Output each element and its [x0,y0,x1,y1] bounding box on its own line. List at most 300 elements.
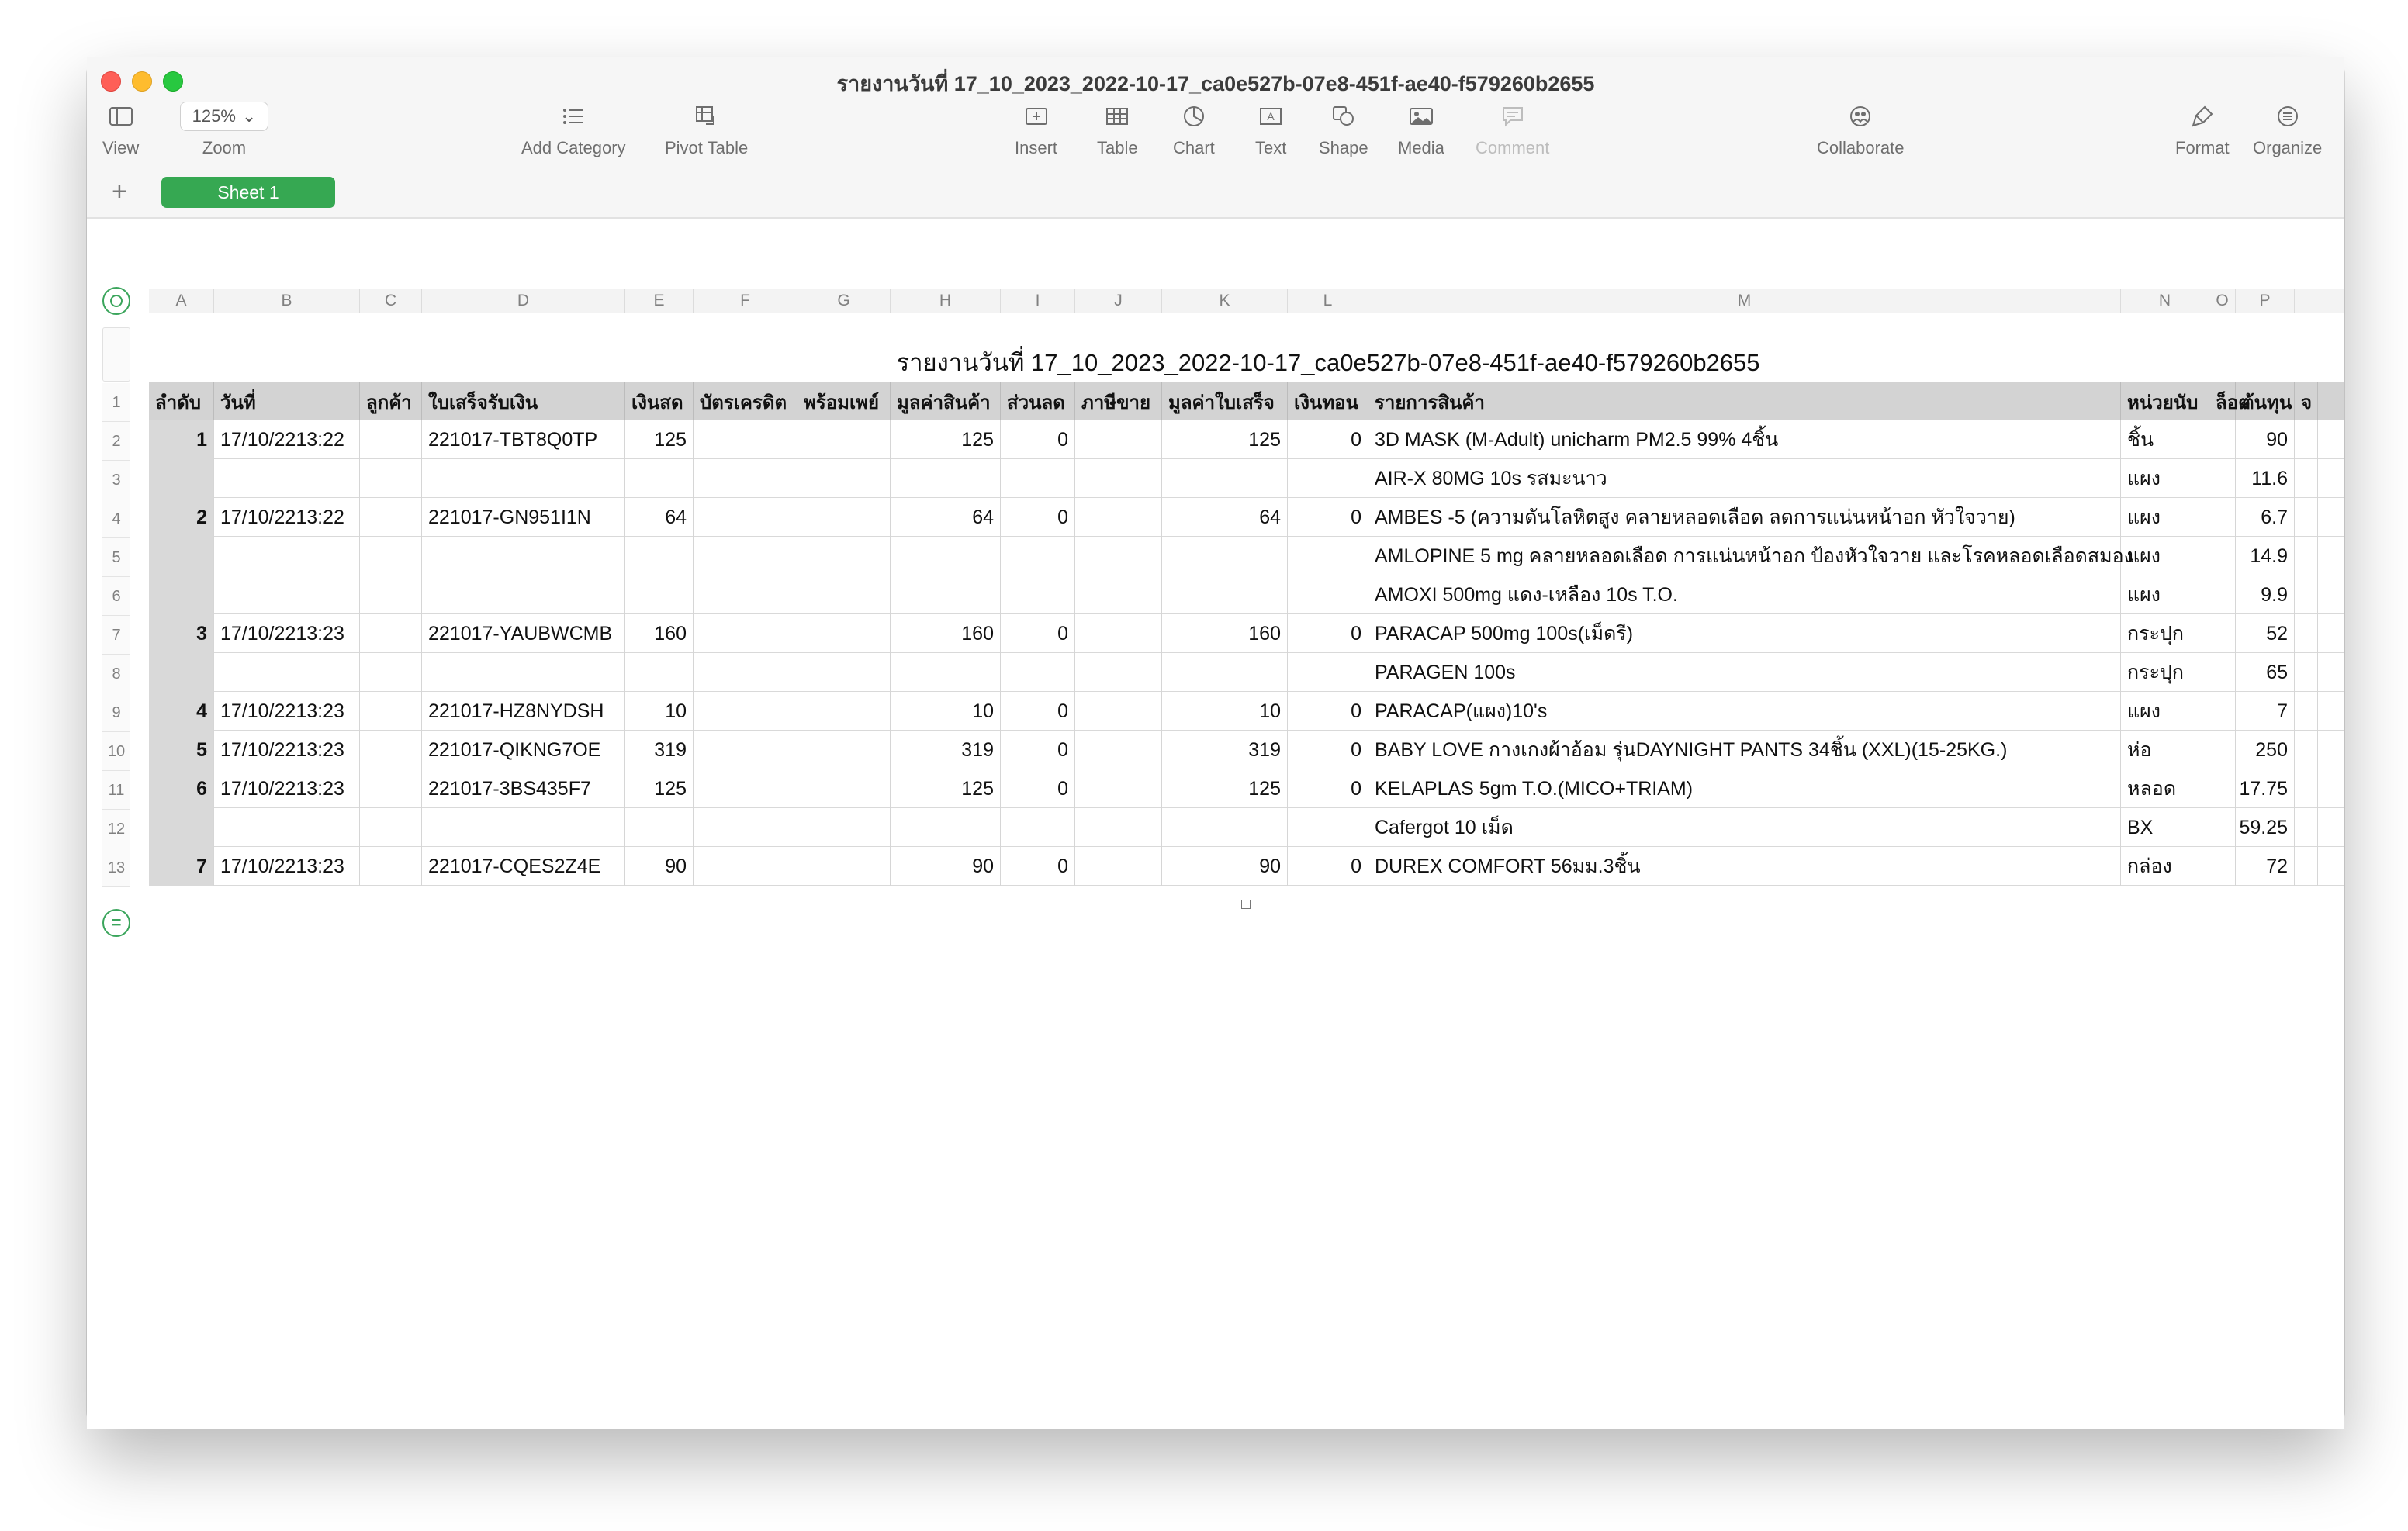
table-cell[interactable]: 160 [891,614,1001,653]
table-row [149,808,2344,847]
format-button[interactable] [2175,101,2230,158]
table-cell[interactable] [1001,459,1075,498]
table-cell[interactable] [2209,769,2236,808]
table-cell[interactable]: 10 [1162,692,1288,731]
header-cell[interactable]: ล็อต [2209,382,2236,421]
table-cell[interactable] [694,420,797,459]
table-cell[interactable]: 90 [1162,847,1288,886]
table-cell[interactable] [891,653,1001,692]
table-cell[interactable]: แผง [2121,537,2209,575]
table-cell[interactable] [2209,731,2236,769]
table-cell[interactable] [1162,537,1288,575]
table-cell[interactable]: 0 [1001,847,1075,886]
table-cell[interactable]: 221017-QIKNG7OE [422,731,625,769]
zoom-value: 125% [192,106,236,126]
table-cell[interactable]: 3D MASK (M-Adult) unicharm PM2.5 99% 4ชิ้น [1368,420,2121,459]
table-row [149,614,2344,653]
table-cell[interactable]: 319 [891,731,1001,769]
table-cell[interactable] [1075,692,1162,731]
table-cell[interactable]: 9.9 [2236,575,2295,614]
table-cell[interactable]: KELAPLAS 5gm T.O.(MICO+TRIAM) [1368,769,2121,808]
row-header[interactable]: 1 [102,383,130,422]
table-cell[interactable]: PARACAP 500mg 100s(เม็ดรี) [1368,614,2121,653]
pivot-table-button[interactable] [665,101,748,158]
table-cell[interactable]: 17/10/2213:23 [214,692,360,731]
column-header-i[interactable]: I [1001,289,1075,313]
view-button[interactable] [102,101,139,158]
table-row [149,769,2344,808]
table-cell[interactable]: หลอด [2121,769,2209,808]
table-cell[interactable] [2295,614,2318,653]
table-cell[interactable] [1075,459,1162,498]
add-category-label: Add Category [521,138,626,157]
table-cell[interactable] [360,769,422,808]
table-cell[interactable]: กระปุก [2121,653,2209,692]
table-cell[interactable] [214,575,360,614]
header-cell[interactable]: ใบเสร็จรับเงิน [422,382,625,421]
row-header[interactable]: 13 [102,848,130,887]
table-cell[interactable]: 125 [625,420,694,459]
table-cell[interactable]: 221017-YAUBWCMB [422,614,625,653]
column-header-h[interactable]: H [891,289,1001,313]
table-cell[interactable]: BX [2121,808,2209,847]
table-cell[interactable]: แผง [2121,498,2209,537]
chart-label: Chart [1173,138,1215,157]
table-cell[interactable]: 319 [1162,731,1288,769]
table-cell[interactable]: 11.6 [2236,459,2295,498]
table-cell[interactable] [1162,459,1288,498]
table-resize-handle[interactable] [1241,900,1251,909]
table-cell[interactable]: 0 [1288,731,1368,769]
row-header[interactable]: 9 [102,693,130,732]
table-cell[interactable]: 14.9 [2236,537,2295,575]
table-cell[interactable]: 72 [2236,847,2295,886]
table-cell[interactable] [625,459,694,498]
table-cell[interactable]: AIR-X 80MG 10s รสมะนาว [1368,459,2121,498]
table-cell[interactable] [1075,614,1162,653]
table-cell[interactable]: AMOXI 500mg แดง-เหลือง 10s T.O. [1368,575,2121,614]
row-header[interactable]: 2 [102,422,130,461]
table-cell[interactable] [1288,653,1368,692]
table-cell[interactable] [2209,847,2236,886]
table-cell[interactable] [797,692,891,731]
column-header-bar [149,289,2344,313]
table-cell[interactable] [360,420,422,459]
table-cell[interactable]: แผง [2121,459,2209,498]
table-cell[interactable] [891,575,1001,614]
table-cell[interactable] [797,459,891,498]
table-cell[interactable]: 250 [2236,731,2295,769]
table-cell[interactable] [797,575,891,614]
table-cell[interactable] [149,808,214,847]
table-cell[interactable] [149,537,214,575]
table-cell[interactable]: DUREX COMFORT 56มม.3ชิ้น [1368,847,2121,886]
add-row-button[interactable]: = [102,909,130,937]
table-cell[interactable]: กล่อง [2121,847,2209,886]
table-cell[interactable]: AMBES -5 (ความดันโลหิตสูง คลายหลอดเลือด ลดการแน่นหน้าอก หัวใจวาย) [1368,498,2121,537]
table-cell[interactable] [797,498,891,537]
table-cell[interactable]: 90 [625,847,694,886]
table-cell[interactable] [1075,653,1162,692]
table-cell[interactable]: 0 [1288,769,1368,808]
column-header-p[interactable]: P [2236,289,2295,313]
table-cell[interactable] [2295,692,2318,731]
row-header[interactable]: 3 [102,461,130,499]
table-cell[interactable]: 17/10/2213:23 [214,769,360,808]
row-header[interactable]: 11 [102,771,130,810]
table-cell[interactable] [1288,575,1368,614]
table-cell[interactable]: BABY LOVE กางเกงผ้าอ้อม รุ่นDAYNIGHT PANTS 34ชิ้น (XXL)(15-25KG.) [1368,731,2121,769]
header-cell[interactable]: มูลค่าใบเสร็จ [1162,382,1288,421]
table-cell[interactable] [1075,498,1162,537]
table-cell[interactable]: 0 [1001,614,1075,653]
collaborate-button[interactable] [1817,101,1905,158]
header-cell[interactable]: บัตรเครดิต [694,382,797,421]
table-cell[interactable]: 0 [1001,769,1075,808]
table-cell[interactable] [2295,498,2318,537]
table-cell[interactable] [797,847,891,886]
format-label: Format [2175,138,2230,157]
table-cell[interactable]: ชิ้น [2121,420,2209,459]
table-cell[interactable]: 65 [2236,653,2295,692]
table-cell[interactable] [797,420,891,459]
column-header-a[interactable]: A [149,289,214,313]
table-header-row [149,382,2344,420]
table-cell[interactable] [149,459,214,498]
table-cell[interactable] [2295,459,2318,498]
table-cell[interactable] [1001,537,1075,575]
table-cell[interactable]: 221017-CQES2Z4E [422,847,625,886]
table-cell[interactable] [1075,847,1162,886]
comment-icon [1501,101,1524,132]
row-header[interactable]: 8 [102,655,130,693]
table-cell[interactable]: แผง [2121,575,2209,614]
table-cell[interactable]: 64 [1162,498,1288,537]
table-cell[interactable]: 125 [891,769,1001,808]
table-cell[interactable]: 2 [149,498,214,537]
table-cell[interactable] [2209,420,2236,459]
media-button[interactable] [1398,101,1444,158]
table-cell[interactable]: 221017-3BS435F7 [422,769,625,808]
table-cell[interactable]: 221017-GN951I1N [422,498,625,537]
table-cell[interactable]: 90 [2236,420,2295,459]
text-box-icon [1259,101,1282,132]
table-cell[interactable] [625,537,694,575]
sidebar-icon [109,101,133,132]
column-header-c[interactable]: C [360,289,422,313]
chart-button[interactable] [1173,101,1215,158]
table-row [149,692,2344,731]
table-cell[interactable]: 10 [891,692,1001,731]
table-cell[interactable] [694,653,797,692]
table-cell[interactable] [625,808,694,847]
table-icon [1105,101,1129,132]
insert-button[interactable] [1015,101,1057,158]
table-cell[interactable]: 4 [149,692,214,731]
table-cell[interactable] [360,808,422,847]
table-cell[interactable] [2209,614,2236,653]
table-cell[interactable] [2295,808,2318,847]
table-cell[interactable] [149,575,214,614]
comment-label: Comment [1476,138,1550,157]
table-cell[interactable]: 1 [149,420,214,459]
table-cell[interactable] [1288,459,1368,498]
table-cell[interactable] [2295,847,2318,886]
table-cell[interactable] [214,808,360,847]
table-cell[interactable] [422,808,625,847]
table-cell[interactable] [2209,808,2236,847]
shape-label: Shape [1319,138,1368,157]
table-cell[interactable]: PARAGEN 100s [1368,653,2121,692]
column-header-g[interactable]: G [797,289,891,313]
table-cell[interactable]: 17.75 [2236,769,2295,808]
column-header-n[interactable]: N [2121,289,2209,313]
column-header-l[interactable]: L [1288,289,1368,313]
header-cell[interactable]: พร้อมเพย์ [797,382,891,421]
table-cell[interactable] [1075,420,1162,459]
table-title[interactable]: รายงานวันที่ 17_10_2023_2022-10-17_ca0e527b-07e8-451f-ae40-f579260b2655 [896,349,1760,376]
table-cell[interactable] [694,847,797,886]
format-brush-icon [2191,101,2214,132]
header-cell[interactable]: หน่วยนับ [2121,382,2209,421]
table-cell[interactable]: ห่อ [2121,731,2209,769]
table-cell[interactable] [1001,653,1075,692]
table-cell[interactable] [360,575,422,614]
header-cell[interactable]: วันที่ [214,382,360,421]
row-header[interactable]: 4 [102,499,130,538]
table-cell[interactable] [694,808,797,847]
table-cell[interactable]: 125 [1162,769,1288,808]
column-header-b[interactable]: B [214,289,360,313]
numbers-window [87,57,2344,1429]
table-cell[interactable] [360,692,422,731]
table-cell[interactable]: 5 [149,731,214,769]
table-cell[interactable]: 3 [149,614,214,653]
header-cell[interactable]: จ [2295,382,2318,421]
table-cell[interactable] [797,731,891,769]
titlebar [87,57,2344,171]
table-cell[interactable]: 0 [1001,498,1075,537]
table-cell[interactable] [360,537,422,575]
table-cell[interactable] [1075,808,1162,847]
row-header[interactable]: 10 [102,732,130,771]
header-cell[interactable]: ต้นทุน [2236,382,2295,421]
table-cell[interactable]: 10 [625,692,694,731]
column-header-f[interactable]: F [694,289,797,313]
table-cell[interactable] [1288,808,1368,847]
table-cell[interactable]: 6.7 [2236,498,2295,537]
table-cell[interactable] [1162,653,1288,692]
table-cell[interactable] [360,731,422,769]
table-cell[interactable] [214,653,360,692]
table-cell[interactable] [422,653,625,692]
table-row [149,420,2344,459]
table-cell[interactable]: 52 [2236,614,2295,653]
table-cell[interactable] [1001,575,1075,614]
table-cell[interactable] [2295,769,2318,808]
organize-button[interactable] [2253,101,2322,158]
column-header-d[interactable]: D [422,289,625,313]
table-cell[interactable] [2209,575,2236,614]
table-cell[interactable] [797,769,891,808]
comment-button[interactable] [1476,101,1549,158]
table-cell[interactable] [797,653,891,692]
table-cell[interactable] [797,614,891,653]
row-header[interactable]: 5 [102,538,130,577]
table-cell[interactable] [1162,808,1288,847]
table-cell[interactable] [891,808,1001,847]
table-cell[interactable] [1075,731,1162,769]
table-cell[interactable]: 0 [1288,614,1368,653]
select-table-button[interactable] [102,287,130,315]
table-cell[interactable]: Cafergot 10 เม็ด [1368,808,2121,847]
header-cell[interactable]: ลำดับ [149,382,214,421]
table-cell[interactable] [625,575,694,614]
table-cell[interactable]: AMLOPINE 5 mg คลายหลอดเลือด การแน่นหน้าอก ป้องหัวใจวาย และโรคหลอดเลือดสมอง [1368,537,2121,575]
table-cell[interactable] [694,498,797,537]
table-cell[interactable]: 90 [891,847,1001,886]
table-cell[interactable]: 17/10/2213:23 [214,614,360,653]
column-header-e[interactable]: E [625,289,694,313]
table-cell[interactable] [694,575,797,614]
table-cell[interactable]: 64 [625,498,694,537]
table-cell[interactable]: 64 [891,498,1001,537]
sheet-tab-active[interactable]: Sheet 1 [161,177,335,208]
table-cell[interactable] [694,769,797,808]
table-cell[interactable]: 0 [1288,498,1368,537]
table-cell[interactable] [694,459,797,498]
table-cell[interactable] [214,459,360,498]
table-cell[interactable]: 7 [2236,692,2295,731]
column-header-m[interactable]: M [1368,289,2121,313]
header-cell[interactable]: ลูกค้า [360,382,422,421]
header-cell[interactable]: ภาษีขาย [1075,382,1162,421]
table-cell[interactable]: 17/10/2213:23 [214,731,360,769]
zoom-control[interactable] [180,101,268,158]
table-cell[interactable]: แผง [2121,692,2209,731]
table-cell[interactable] [1288,537,1368,575]
table-cell[interactable]: 319 [625,731,694,769]
add-sheet-button[interactable]: + [112,177,127,206]
row-header[interactable]: 7 [102,616,130,655]
table-cell[interactable] [891,537,1001,575]
table-cell[interactable]: 17/10/2213:23 [214,847,360,886]
table-cell[interactable] [1162,575,1288,614]
table-cell[interactable]: 160 [1162,614,1288,653]
table-cell[interactable] [360,459,422,498]
table-cell[interactable]: 125 [1162,420,1288,459]
table-cell[interactable] [694,731,797,769]
add-category-button[interactable] [521,101,626,158]
table-cell[interactable]: 59.25 [2236,808,2295,847]
table-cell[interactable]: 6 [149,769,214,808]
table-cell[interactable] [694,614,797,653]
table-cell[interactable]: 17/10/2213:22 [214,498,360,537]
header-cell[interactable]: เงินทอน [1288,382,1368,421]
table-cell[interactable]: 0 [1001,731,1075,769]
zoom-label: Zoom [202,138,247,157]
table-cell[interactable] [422,459,625,498]
organize-icon [2276,101,2299,132]
table-cell[interactable] [2209,537,2236,575]
shape-button[interactable] [1319,101,1368,158]
table-cell[interactable]: 0 [1288,847,1368,886]
zoom-select[interactable] [180,102,268,131]
table-cell[interactable] [422,537,625,575]
table-cell[interactable] [360,498,422,537]
text-button[interactable] [1255,101,1286,158]
table-cell[interactable] [2209,653,2236,692]
table-cell[interactable]: 221017-TBT8Q0TP [422,420,625,459]
column-header-o[interactable]: O [2209,289,2236,313]
header-cell[interactable]: มูลค่าสินค้า [891,382,1001,421]
table-cell[interactable] [797,537,891,575]
table-cell[interactable] [1001,808,1075,847]
chart-icon [1182,101,1206,132]
table-cell[interactable] [2209,498,2236,537]
table-cell[interactable]: 125 [625,769,694,808]
table-cell[interactable] [2209,692,2236,731]
header-cell[interactable]: เงินสด [625,382,694,421]
table-cell[interactable]: 7 [149,847,214,886]
table-cell[interactable] [625,653,694,692]
table-cell[interactable] [1075,575,1162,614]
table-cell[interactable] [1075,769,1162,808]
table-cell[interactable]: 221017-HZ8NYDSH [422,692,625,731]
table-cell[interactable] [360,614,422,653]
table-cell[interactable] [694,537,797,575]
media-label: Media [1398,138,1444,157]
table-row [149,731,2344,769]
table-cell[interactable] [422,575,625,614]
table-cell[interactable]: 17/10/2213:22 [214,420,360,459]
table-cell[interactable]: 125 [891,420,1001,459]
column-header-k[interactable]: K [1162,289,1288,313]
row-header[interactable]: 6 [102,577,130,616]
row-header[interactable]: 12 [102,810,130,848]
table-cell[interactable]: กระปุก [2121,614,2209,653]
sheet-canvas[interactable] [87,219,2344,1429]
table-cell[interactable] [1075,537,1162,575]
table-cell[interactable] [2209,459,2236,498]
table-cell[interactable]: 0 [1001,420,1075,459]
table-cell[interactable]: 0 [1288,692,1368,731]
table-cell[interactable] [149,653,214,692]
list-icon [562,101,585,132]
table-cell[interactable] [694,692,797,731]
table-cell[interactable] [360,847,422,886]
table-cell[interactable] [2295,653,2318,692]
table-cell[interactable] [2295,575,2318,614]
table-cell[interactable]: 0 [1001,692,1075,731]
table-cell[interactable] [2295,420,2318,459]
table-cell[interactable]: PARACAP(แผง)10's [1368,692,2121,731]
table-cell[interactable]: 0 [1288,420,1368,459]
column-header-j[interactable]: J [1075,289,1162,313]
table-cell[interactable] [360,653,422,692]
header-cell[interactable]: ส่วนลด [1001,382,1075,421]
pivot-table-label: Pivot Table [665,138,749,157]
table-cell[interactable] [2295,537,2318,575]
table-cell[interactable] [214,537,360,575]
table-button[interactable] [1097,101,1138,158]
header-cell[interactable]: รายการสินค้า [1368,382,2121,421]
table-cell[interactable] [891,459,1001,498]
table-cell[interactable] [797,808,891,847]
table-cell[interactable]: 160 [625,614,694,653]
table-cell[interactable] [2295,731,2318,769]
table-row [149,498,2344,537]
